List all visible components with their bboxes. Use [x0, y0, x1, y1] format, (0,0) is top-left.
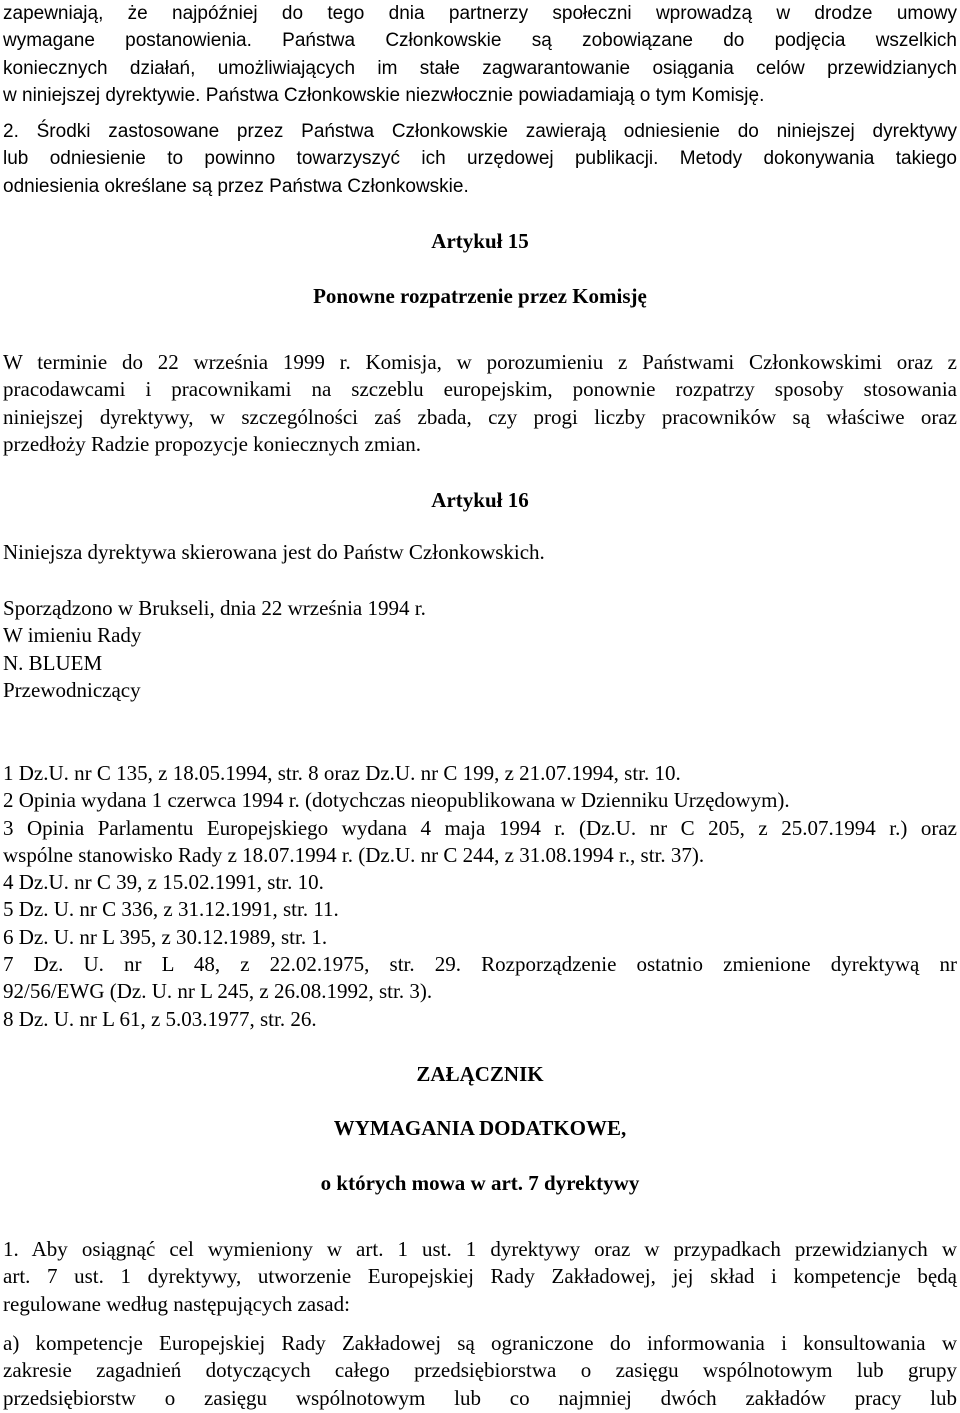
- paragraph-2: [3, 118, 957, 200]
- annex-p1-line-2: art. 7 ust. 1 dyrektywy, utworzenie Europejskiej Rady Zakładowej, jej skład i kompetencje będą: [3, 1264, 957, 1289]
- footnote-2: 2 Opinia wydana 1 czerwca 1994 r. (dotychczas nieopublikowana w Dzienniku Urzędowym).: [3, 788, 790, 813]
- annex-subheading-2: o których mowa w art. 7 dyrektywy: [320, 1171, 640, 1195]
- intro-line-2: wymagane postanowienia. Państwa Członkowskie są zobowiązane do podjęcia wszelkich: [3, 30, 957, 52]
- footnote-7b: 92/56/EWG (Dz. U. nr L 245, z 26.08.1992, str. 3).: [3, 979, 433, 1004]
- article-15-line-4: przedłoży Radzie propozycje koniecznych zmian.: [3, 431, 422, 456]
- para2-line-2: lub odniesienie to powinno towarzyszyć ich urzędowej publikacji. Metody dokonywania takiego: [3, 148, 957, 170]
- article-15-line-1: W terminie do 22 września 1999 r. Komisja, w porozumieniu z Państwami Członkowskimi oraz z: [3, 350, 957, 374]
- article-15-line-3: niniejszej dyrektywy, w szczególności zaś zbada, czy progi liczby pracowników są właściwe oraz: [3, 404, 957, 429]
- annex-pa-line-3: przedsiębiorstw o zasięgu wspólnotowym lub co najmniej dwóch zakładów pracy lub: [3, 1385, 957, 1410]
- para2-line-3: odniesienia określane są przez Państwa Członkowskie.: [3, 175, 469, 197]
- annex-pa-line-1: a) kompetencje Europejskiej Rady Zakładowej są ograniczone do informowania i konsultowania w: [3, 1331, 957, 1355]
- footnote-6: 6 Dz. U. nr L 395, z 30.12.1989, str. 1.: [3, 924, 328, 949]
- annex-p1-line-3: regulowane według następujących zasad:: [3, 1291, 350, 1316]
- annex-pa-line-2: zakresie zagadnień dotyczących całego przedsiębiorstwa o zasięgu wspólnotowym lub grupy: [3, 1358, 957, 1383]
- footnote-3a: 3 Opinia Parlamentu Europejskiego wydana 4 maja 1994 r. (Dz.U. nr C 205, z 25.07.1994 r.) oraz: [3, 815, 957, 840]
- annex-subheading: WYMAGANIA DODATKOWE,: [333, 1116, 627, 1140]
- footnotes: [3, 760, 957, 1033]
- intro-line-1: zapewniają, że najpóźniej do tego dnia partnerzy społeczni wprowadzą w drodze umowy: [3, 3, 957, 24]
- article-15-heading: Artykuł 15: [431, 229, 529, 253]
- para2-line-1: 2. Środki zastosowane przez Państwa Członkowskie zawierają odniesienie do niniejszej dyrektywy: [3, 121, 957, 142]
- footnote-4: 4 Dz.U. nr C 39, z 15.02.1991, str. 10.: [3, 870, 324, 895]
- article-16-heading: Artykuł 16: [431, 488, 529, 512]
- intro-line-3: koniecznych działań, umożliwiających im stałe zagwarantowanie osiągania celów przewidzianych: [3, 57, 957, 79]
- annex-paragraph-1: [3, 1236, 957, 1318]
- intro-line-4: w niniejszej dyrektywie. Państwa Członkowskie niezwłocznie powiadamiają o tym Komisję.: [3, 84, 765, 106]
- footnote-8: 8 Dz. U. nr L 61, z 5.03.1977, str. 26.: [3, 1006, 317, 1031]
- signature-name: N. BLUEM: [3, 650, 103, 675]
- signature-title: Przewodniczący: [3, 677, 141, 702]
- signature-block: [3, 595, 957, 704]
- annex-p1-line-1: 1. Aby osiągnąć cel wymieniony w art. 1 ust. 1 dyrektywy oraz w przypadkach przewidzianych w: [3, 1237, 957, 1261]
- intro-paragraph: [3, 0, 957, 109]
- article-16-text: Niniejsza dyrektywa skierowana jest do Państw Członkowskich.: [3, 540, 545, 564]
- footnote-1: 1 Dz.U. nr C 135, z 18.05.1994, str. 8 oraz Dz.U. nr C 199, z 21.07.1994, str. 10.: [3, 761, 681, 785]
- annex-paragraph-a: [3, 1330, 957, 1412]
- signature-on-behalf: W imieniu Rady: [3, 623, 142, 648]
- article-15-subheading: Ponowne rozpatrzenie przez Komisję: [313, 284, 647, 308]
- footnote-3b: wspólne stanowisko Rady z 18.07.1994 r. (Dz.U. nr C 244, z 31.08.1994 r., str. 37).: [3, 842, 705, 867]
- article-15-line-2: pracodawcami i pracownikami na szczeblu europejskim, ponownie rozpatrzy sposoby stosowania: [3, 377, 957, 402]
- annex-heading: ZAŁĄCZNIK: [416, 1062, 544, 1086]
- footnote-7a: 7 Dz. U. nr L 48, z 22.02.1975, str. 29. Rozporządzenie ostatnio zmienione dyrektywą nr: [3, 952, 957, 977]
- article-15-text: [3, 349, 957, 458]
- footnote-5: 5 Dz. U. nr C 336, z 31.12.1991, str. 11.: [3, 897, 339, 922]
- signature-place-date: Sporządzono w Brukseli, dnia 22 września 1994 r.: [3, 596, 426, 620]
